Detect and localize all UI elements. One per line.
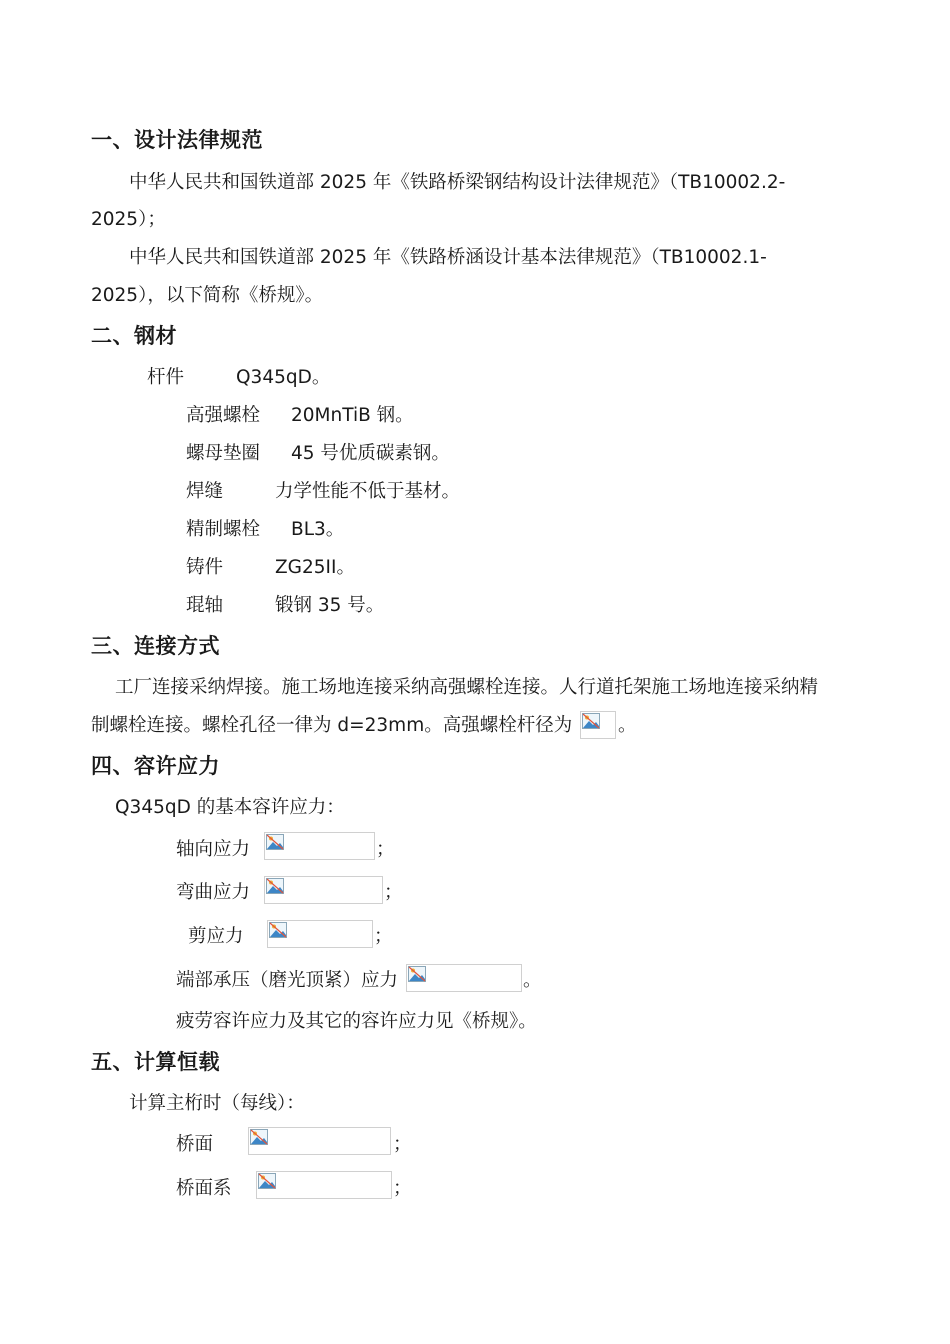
- steel-value-nuts-washers: 45 号优质碳素钢。: [291, 443, 450, 464]
- allowable-stress-intro: Q345qD 的基本容许应力：: [115, 797, 345, 818]
- heading-connections: 三、连接方式: [91, 634, 220, 658]
- heading-steel: 二、钢材: [91, 324, 177, 348]
- stress-shear-end: ；: [374, 926, 393, 947]
- formula-image-deck-system-load: [256, 1171, 392, 1199]
- broken-image-icon: [269, 922, 287, 938]
- paragraph-code-2-line-2: 2025），以下简称《桥规》。: [91, 285, 324, 306]
- connections-line-2: 制螺栓连接。螺栓孔径一律为 d=23mm。高强螺栓杆径为: [91, 715, 573, 736]
- dead-load-intro: 计算主桁时（每线）：: [129, 1093, 305, 1114]
- dead-load-deck-end: ；: [393, 1134, 412, 1155]
- formula-image-bending-stress: [264, 876, 383, 904]
- broken-image-icon: [266, 834, 284, 850]
- steel-label-nuts-washers: 螺母垫圈: [186, 443, 261, 464]
- formula-image-shear-stress: [267, 920, 373, 948]
- dead-load-label-deck: 桥面: [176, 1134, 214, 1155]
- formula-image-bearing-stress: [406, 964, 522, 992]
- steel-label-rollers: 琨轴: [186, 595, 224, 616]
- paragraph-code-1-line-1: 中华人民共和国铁道部 2025 年《铁路桥梁钢结构设计法律规范》（TB10002.2-: [129, 172, 786, 193]
- heading-allowable-stress: 四、容许应力: [91, 754, 220, 778]
- steel-label-welds: 焊缝: [186, 481, 224, 502]
- steel-value-welds: 力学性能不低于基材。: [275, 481, 461, 502]
- broken-image-icon: [258, 1173, 276, 1189]
- broken-image-icon: [266, 878, 284, 894]
- stress-label-bending: 弯曲应力: [176, 882, 251, 903]
- steel-value-members: Q345qD。: [236, 367, 331, 388]
- connections-line-2-end: 。: [618, 715, 637, 736]
- steel-label-hs-bolts: 高强螺栓: [186, 405, 261, 426]
- steel-label-castings: 铸件: [186, 557, 224, 578]
- formula-image-deck-load: [248, 1127, 391, 1155]
- stress-bearing-end: 。: [523, 970, 542, 991]
- paragraph-code-2-line-1: 中华人民共和国铁道部 2025 年《铁路桥涵设计基本法律规范》（TB10002.1-: [129, 247, 767, 268]
- stress-bending-end: ；: [384, 882, 403, 903]
- stress-axial-end: ；: [376, 839, 395, 860]
- formula-image-bolt-diameter: [580, 711, 616, 739]
- steel-label-fine-bolts: 精制螺栓: [186, 519, 261, 540]
- stress-label-axial: 轴向应力: [176, 839, 251, 860]
- dead-load-deck-system-end: ；: [393, 1178, 412, 1199]
- steel-value-castings: ZG25II。: [275, 557, 355, 578]
- broken-image-icon: [582, 713, 600, 729]
- steel-value-hs-bolts: 20MnTiB 钢。: [291, 405, 414, 426]
- formula-image-axial-stress: [264, 832, 375, 860]
- broken-image-icon: [408, 966, 426, 982]
- steel-label-members: 杆件: [147, 367, 185, 388]
- heading-dead-load: 五、计算恒载: [91, 1050, 220, 1074]
- connections-line-1: 工厂连接采纳焊接。施工场地连接采纳高强螺栓连接。人行道托架施工场地连接采纳精: [115, 677, 819, 698]
- broken-image-icon: [250, 1129, 268, 1145]
- dead-load-label-deck-system: 桥面系: [176, 1178, 232, 1199]
- heading-design-codes: 一、设计法律规范: [91, 128, 263, 152]
- allowable-stress-note: 疲劳容许应力及其它的容许应力见《桥规》。: [176, 1011, 537, 1032]
- paragraph-code-1-line-2: 2025）；: [91, 209, 166, 230]
- steel-value-fine-bolts: BL3。: [291, 519, 345, 540]
- stress-label-shear: 剪应力: [188, 926, 244, 947]
- stress-label-bearing: 端部承压（磨光顶紧）应力: [176, 970, 399, 991]
- steel-value-rollers: 锻钢 35 号。: [275, 595, 385, 616]
